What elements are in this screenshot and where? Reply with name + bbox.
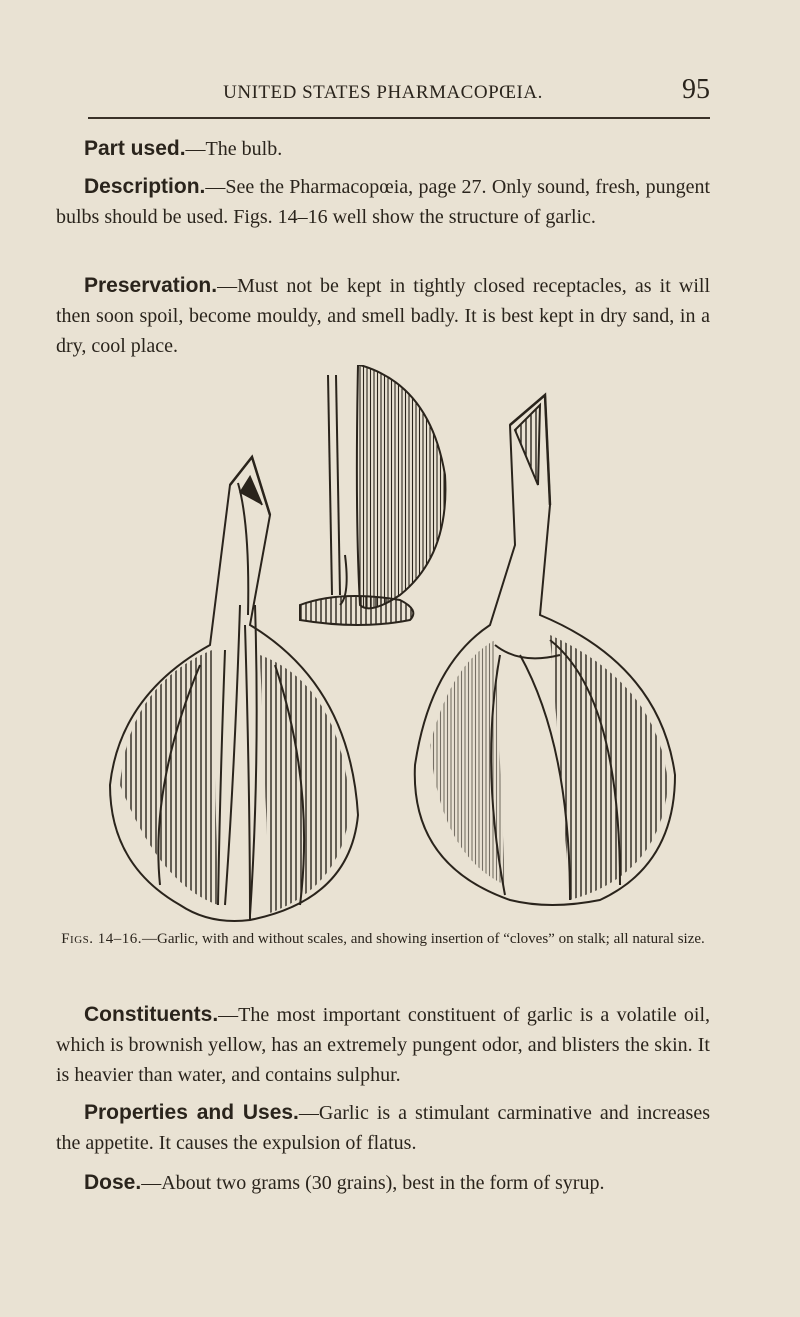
paragraph-preservation	[56, 271, 710, 361]
heading-part-used: Part used.	[84, 137, 186, 160]
heading-constituents: Constituents.	[84, 1003, 219, 1026]
text-preservation: —Must not be kept in tightly closed receptacles, as it will then soon spoil, become mouldy, and smell badly. It is best kept in dry sand, in a dry, cool place.	[56, 275, 710, 357]
running-head	[56, 74, 710, 110]
running-title: UNITED STATES PHARMACOPŒIA.	[223, 82, 543, 103]
paragraph-dose	[56, 1168, 710, 1198]
header-rule	[88, 117, 710, 119]
figure-label: Figs. 14–16.	[61, 931, 143, 947]
garlic-bulb-with-scales	[110, 457, 358, 921]
paragraph-description	[56, 172, 710, 232]
garlic-bulb-without-scales	[415, 395, 675, 905]
paragraph-constituents	[56, 1000, 710, 1090]
page-number: 95	[682, 74, 710, 105]
heading-dose: Dose.	[84, 1171, 142, 1194]
paragraph-part-used	[56, 134, 710, 164]
figure-caption-text: —Garlic, with and without scales, and showing insertion of “cloves” on stalk; all natural size.	[142, 931, 705, 947]
garlic-illustration	[100, 365, 700, 925]
text-part-used: —The bulb.	[185, 138, 283, 160]
text-description: —See the Pharmacopœia, page 27. Only sound, fresh, pungent bulbs should be used. Figs. 14–16 well show the structure of garlic.	[56, 176, 710, 228]
paragraph-properties-uses	[56, 1098, 710, 1158]
garlic-clove-on-stalk	[300, 365, 445, 625]
heading-description: Description.	[84, 175, 206, 198]
heading-preservation: Preservation.	[84, 274, 218, 297]
figure-caption	[56, 928, 710, 950]
text-constituents: —The most important constituent of garlic is a volatile oil, which is brownish yellow, has an extremely pungent odor, and blisters the skin. It is heavier than water, and contains sulphur.	[56, 1004, 710, 1086]
heading-properties-uses: Properties and Uses.	[84, 1101, 299, 1124]
text-dose: —About two grams (30 grains), best in the form of syrup.	[141, 1172, 605, 1194]
text-properties-uses: —Garlic is a stimulant carminative and increases the appetite. It causes the expulsion of flatus.	[56, 1102, 710, 1154]
